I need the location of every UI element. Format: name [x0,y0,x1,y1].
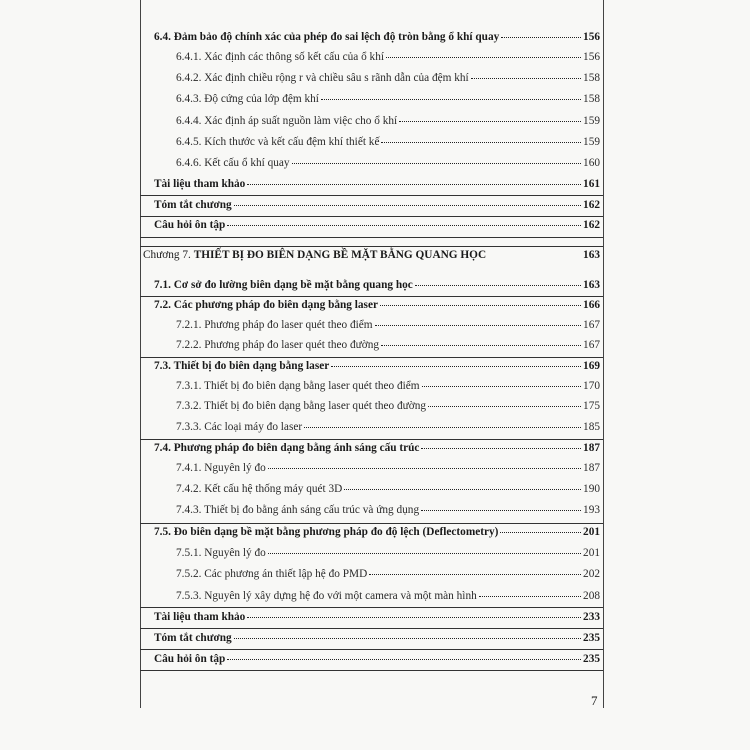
toc-entry-title: 7.3.3. Các loại máy đo laser [176,421,303,433]
toc-entry[interactable] [176,71,600,85]
dot-leader [227,658,581,660]
dot-leader [422,385,581,387]
toc-entry-title: Tài liệu tham khảo [154,611,246,623]
toc-page-number: 235 [583,632,600,644]
dot-leader [369,573,581,575]
toc-entry[interactable] [176,482,600,496]
dot-leader [268,467,581,469]
toc-page-number: 162 [583,199,600,211]
toc-page-number: 161 [583,178,600,190]
toc-entry-title: 7.4.1. Nguyên lý đo [176,462,266,474]
dot-leader [304,426,581,428]
toc-entry-title: 7.4.2. Kết cấu hệ thống máy quét 3D [176,483,343,495]
toc-entry[interactable] [176,92,600,106]
page-number: 7 [591,693,598,708]
dot-leader [292,162,581,164]
toc-page-number: 167 [583,319,600,331]
toc-entry-title: 7.1. Cơ sở đo lường biên dạng bề mặt bằng quang học [154,279,413,291]
toc-separator-line [140,357,603,358]
toc-separator-line [140,523,603,524]
toc-entry-title: 7.2.1. Phương pháp đo laser quét theo điểm [176,319,373,331]
toc-entry[interactable] [176,589,600,603]
toc-entry-title: 7.4. Phương pháp đo biên dạng bằng ánh sáng cấu trúc [154,442,420,454]
toc-entry[interactable] [154,177,600,191]
toc-separator-line [140,628,603,629]
toc-entry[interactable] [176,546,600,560]
dot-leader [421,447,581,449]
toc-entry-title: Tài liệu tham khảo [154,178,246,190]
toc-entry-title: 7.3.2. Thiết bị đo biên dạng bằng laser quét theo đường [176,400,427,412]
toc-entry-title: Tóm tắt chương [154,632,232,644]
toc-entry[interactable] [176,567,600,581]
toc-entry[interactable] [176,399,600,413]
toc-entry[interactable] [176,461,600,475]
toc-entry[interactable] [154,198,600,212]
toc-entry-title: 6.4.1. Xác định các thông số kết cấu của ổ khí [176,51,384,63]
toc-entry-title: 6.4.6. Kết cấu ổ khí quay [176,157,290,169]
dot-leader [421,509,581,511]
toc-page-number: 162 [583,219,600,231]
toc-page-number: 235 [583,653,600,665]
toc-entry-title: 7.4.3. Thiết bị đo bằng ánh sáng cấu trúc và ứng dụng [176,504,420,516]
toc-entry[interactable] [154,610,600,624]
toc-separator-line [140,649,603,650]
toc-separator-line [140,216,603,217]
toc-entry-title: Câu hỏi ôn tập [154,653,226,665]
toc-entry-title: 7.5.3. Nguyên lý xây dựng hệ đo với một camera và một màn hình [176,590,477,602]
dot-leader [375,324,581,326]
toc-entry[interactable] [176,50,600,64]
toc-page-number: 159 [583,136,600,148]
dot-leader [479,595,581,597]
toc-entry-title: 6.4.2. Xác định chiều rộng r và chiều sâu s rãnh dẫn của đệm khí [176,72,469,84]
left-border-line [140,0,141,708]
toc-entry-title: Câu hỏi ôn tập [154,219,226,231]
toc-entry[interactable] [176,156,600,170]
toc-entry-title: 6.4.4. Xác định áp suất nguồn làm việc cho ổ khí [176,115,398,127]
toc-entry-title: 6.4.5. Kích thước và kết cấu đệm khí thiết kế [176,136,380,148]
toc-entry[interactable] [176,338,600,352]
toc-entry-title: 6.4. Đảm bảo độ chính xác của phép đo sai lệch độ tròn bằng ổ khí quay [154,31,500,43]
dot-leader [500,531,581,533]
dot-leader [247,183,581,185]
dot-leader [381,344,581,346]
toc-entry[interactable] [154,278,600,292]
toc-page-number: 163 [583,249,600,261]
toc-page-number: 201 [583,526,600,538]
toc-separator-line [140,439,603,440]
toc-separator-line [140,296,603,297]
toc-separator-line [140,237,603,238]
chapter-title: THIẾT BỊ ĐO BIÊN DẠNG BỀ MẶT BẰNG QUANG HỌC [193,249,487,261]
toc-entry[interactable] [176,379,600,393]
dot-leader [321,98,581,100]
toc-entry[interactable] [176,135,600,149]
toc-page-number: 170 [583,380,600,392]
dot-leader [268,552,581,554]
toc-page-number: 202 [583,568,600,580]
toc-entry[interactable] [176,114,600,128]
toc-page-number: 167 [583,339,600,351]
dot-leader [386,56,581,58]
toc-page-number: 190 [583,483,600,495]
dot-leader [227,224,581,226]
toc-entry[interactable] [154,525,600,539]
dot-leader [247,616,581,618]
toc-separator-line [140,246,603,247]
toc-entry-title: 6.4.3. Độ cứng của lớp đệm khí [176,93,319,105]
toc-page-number: 159 [583,115,600,127]
dot-leader [331,365,581,367]
toc-page-number: 185 [583,421,600,433]
toc-chapter-entry[interactable] [143,248,600,262]
toc-entry-title: 7.5. Đo biên dạng bề mặt bằng phương pháp đo độ lệch (Deflectometry) [154,526,499,538]
dot-leader [234,204,581,206]
toc-separator-line [140,195,603,196]
toc-entry-title: 7.5.1. Nguyên lý đo [176,547,266,559]
toc-entry-title: 7.2.2. Phương pháp đo laser quét theo đường [176,339,380,351]
toc-page-number: 166 [583,299,600,311]
toc-entry-title: 7.3.1. Thiết bị đo biên dạng bằng laser quét theo điểm [176,380,420,392]
toc-page-number: 156 [583,31,600,43]
toc-entry-title [143,248,486,262]
toc-page-number: 158 [583,93,600,105]
toc-separator-line [140,607,603,608]
dot-leader [415,284,581,286]
chapter-prefix: Chương 7. [143,249,194,261]
toc-entry[interactable] [176,503,600,517]
toc-page-number: 163 [583,279,600,291]
toc-entry[interactable] [154,441,600,455]
dot-leader [488,255,581,256]
toc-page-number: 208 [583,590,600,602]
toc-entry-title: 7.5.2. Các phương án thiết lập hệ đo PMD [176,568,368,580]
toc-page-number: 156 [583,51,600,63]
toc-page-number: 187 [583,442,600,454]
dot-leader [380,304,581,306]
dot-leader [471,77,581,79]
toc-page-number: 233 [583,611,600,623]
dot-leader [344,488,581,490]
dot-leader [428,405,581,407]
toc-page-number: 160 [583,157,600,169]
toc-page-number: 175 [583,400,600,412]
right-border-line [603,0,604,708]
toc-page-number: 158 [583,72,600,84]
toc-entry[interactable] [154,631,600,645]
toc-page-number: 201 [583,547,600,559]
toc-entry-title: 7.3. Thiết bị đo biên dạng bằng laser [154,360,330,372]
toc-separator-line [140,670,603,671]
toc-entry[interactable] [176,420,600,434]
toc-entry-title: Tóm tắt chương [154,199,232,211]
dot-leader [501,36,581,38]
dot-leader [234,637,581,639]
dot-leader [381,141,581,143]
toc-entry[interactable] [154,30,600,44]
toc-entry[interactable] [154,359,600,373]
toc-entry-title: 7.2. Các phương pháp đo biên dạng bằng laser [154,299,378,311]
toc-page-number: 193 [583,504,600,516]
toc-entry[interactable] [154,218,600,232]
toc-entry[interactable] [154,298,600,312]
toc-page-number: 187 [583,462,600,474]
toc-page-number: 169 [583,360,600,372]
toc-entry[interactable] [176,318,600,332]
dot-leader [399,120,581,122]
toc-entry[interactable] [154,652,600,666]
